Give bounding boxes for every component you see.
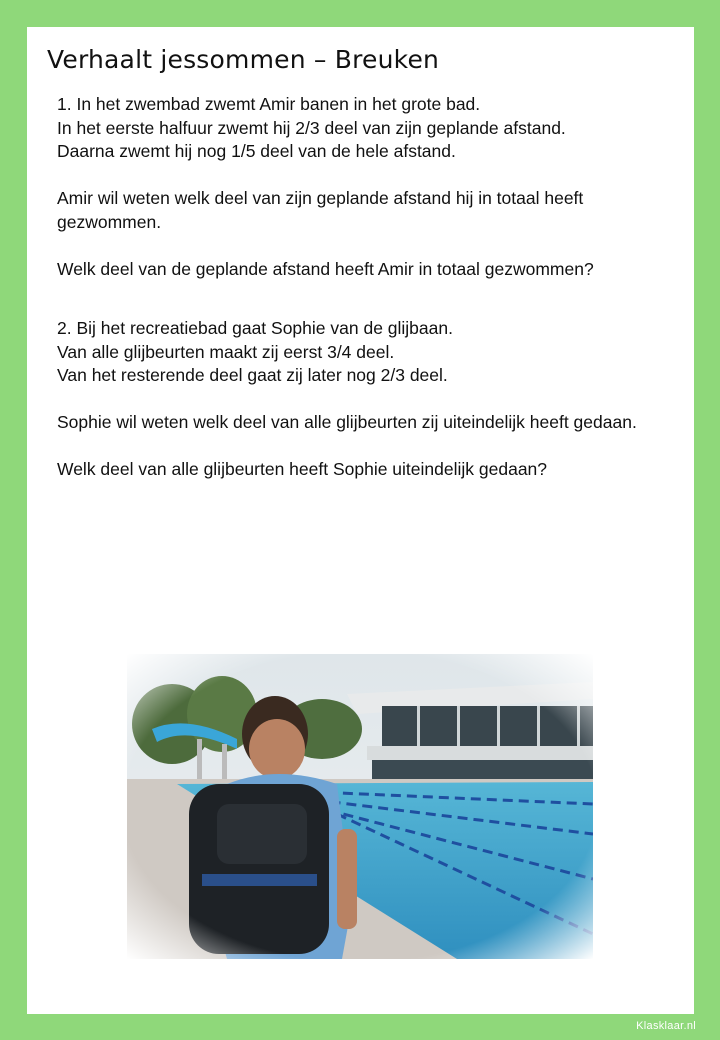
- brand-footer: Klasklaar.nl: [636, 1020, 696, 1032]
- pool-illustration: [127, 654, 593, 959]
- q1-line-4: Amir wil weten welk deel van zijn geplande afstand hij in totaal heeft gezwommen.: [57, 188, 584, 232]
- q2-line-4: Sophie wil weten welk deel van alle glijbeurten zij uiteindelijk heeft gedaan.: [57, 412, 637, 432]
- q1-line-2: In het eerste halfuur zwemt hij 2/3 deel van zijn geplande afstand.: [57, 117, 566, 138]
- q1-question: Welk deel van de geplande afstand heeft Amir in totaal gezwommen?: [57, 258, 594, 279]
- q2-line-3: Van het resterende deel gaat zij later nog 2/3 deel.: [57, 365, 448, 385]
- q1-line-3: Daarna zwemt hij nog 1/5 deel van de hele afstand.: [57, 141, 456, 161]
- q2-line-1: 2. Bij het recreatiebad gaat Sophie van de glijbaan.: [57, 318, 453, 338]
- q2-question: Welk deel van alle glijbeurten heeft Sophie uiteindelijk gedaan?: [57, 459, 548, 479]
- page-title: Verhaalt jessommen – Breuken: [47, 45, 440, 74]
- pool-photo: [127, 654, 593, 959]
- question-2: [57, 317, 677, 482]
- q1-line-1: 1. In het zwembad zwemt Amir banen in het grote bad.: [57, 94, 481, 114]
- question-1: [57, 93, 677, 281]
- q2-line-2: Van alle glijbeurten maakt zij eerst 3/4 deel.: [57, 341, 395, 362]
- worksheet: [27, 27, 694, 1014]
